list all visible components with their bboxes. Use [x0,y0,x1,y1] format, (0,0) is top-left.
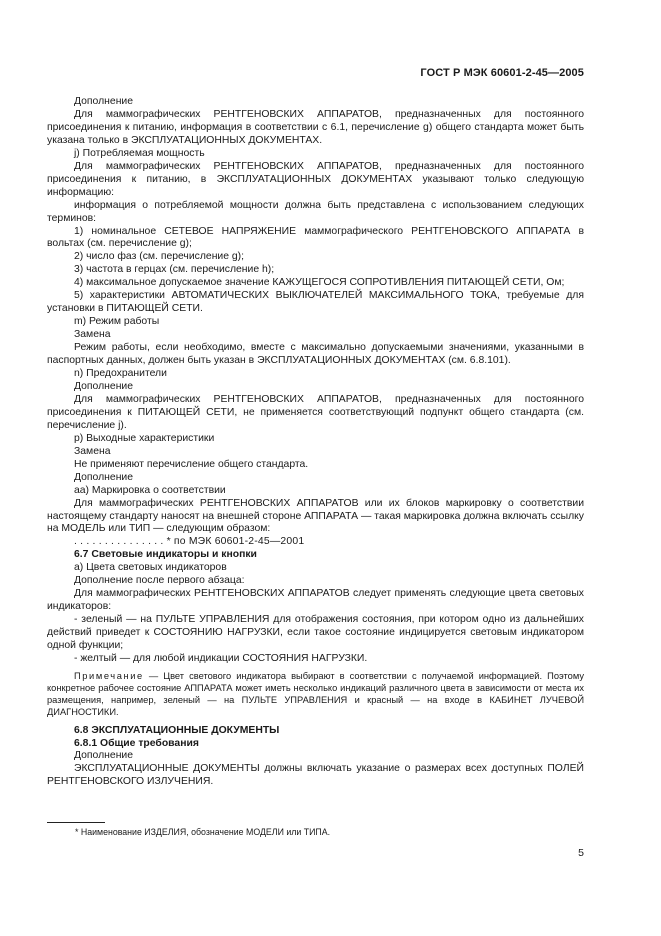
paragraph-fuses: Для маммографических РЕНТГЕНОВСКИХ АППАРАТОВ, предназначенных для постоянного присоединения к ПИТАЮЩЕЙ СЕТИ, не применяется соответствующий подпункт общего стандарта (см. перечисление j). [47,393,584,431]
page-number: 5 [578,847,584,859]
paragraph-addition-2: Дополнение [74,380,134,392]
item-m-operating-mode: m) Режим работы [74,316,160,328]
list-green: - зеленый — на ПУЛЬТЕ УПРАВЛЕНИЯ для отображения состояния, при котором одно из дальнейших действий приведет к СОСТОЯНИЮ НАГРУЗКИ, если такое состояние индицируется световым индикатором одной функции; [47,614,584,652]
paragraph-replacement-1: Замена [74,329,111,341]
list-item-1: 1) номинальное СЕТЕВОЕ НАПРЯЖЕНИЕ маммографического РЕНТГЕНОВСКОГО АППАРАТА в вольтах (см. перечисление g); [47,225,584,250]
document-body [47,96,584,789]
standard-header: ГОСТ Р МЭК 60601-2-45—2005 [420,67,584,79]
note-lead: Примечание [74,670,144,681]
footnote: * Наименование ИЗДЕЛИЯ, обозначение МОДЕЛИ или ТИПА. [75,827,331,837]
paragraph-addition-3: Дополнение [74,471,134,483]
marking-format: . . . . . . . . . . . . . . . * по МЭК 60601-2-45—2001 [74,536,305,548]
paragraph-radiation-fields: ЭКСПЛУАТАЦИОННЫЕ ДОКУМЕНТЫ должны включать указание о размерах всех доступных ПОЛЕЙ РЕНТГЕНОВСКОГО ИЗЛУЧЕНИЯ. [47,763,584,788]
note-text: — Цвет светового индикатора выбирают в соответствии с получаемой информацией. Поэтому конкретное рабочее состояние АППАРАТА может иметь несколько индикаций различного цвета в зависимости от места их размещения, например, зеленый — на ПУЛЬТЕ УПРАВЛЕНИЯ и красный — на входе в КАБИНЕТ ЛУЧЕВОЙ ДИАГНОСТИКИ. [47,670,584,717]
item-n-fuses: n) Предохранители [74,368,167,380]
paragraph-replacement-2: Замена [74,445,111,457]
paragraph-operating-mode: Режим работы, если необходимо, вместе с максимально допускаемыми значениями, указанными в паспортных данных, должен быть указан в ЭКСПЛУАТАЦИОННЫХ ДОКУМЕНТАХ (см. 6.8.101). [47,342,584,367]
paragraph-addition-4: Дополнение [74,750,134,762]
paragraph-power-connection: Для маммографических РЕНТГЕНОВСКИХ АППАРАТОВ, предназначенных для постоянного присоединения к питанию, информация в соответствии с 6.1, перечисление g) общего стандарта может быть указана только в ЭКСПЛУАТАЦИОННЫХ ДОКУМЕНТАХ. [47,108,584,146]
list-yellow: - желтый — для любой индикации СОСТОЯНИЯ НАГРУЗКИ. [74,652,368,664]
paragraph-addition-1: Дополнение [74,96,134,107]
item-a-indicator-colors: а) Цвета световых индикаторов [74,562,227,574]
heading-6-8: 6.8 ЭКСПЛУАТАЦИОННЫЕ ДОКУМЕНТЫ [74,724,280,736]
paragraph-power-info: Для маммографических РЕНТГЕНОВСКИХ АППАРАТОВ, предназначенных для постоянного присоединения к питанию, в ЭКСПЛУАТАЦИОННЫХ ДОКУМЕНТАХ указывают только следующую информацию: [47,160,584,198]
paragraph-addition-first: Дополнение после первого абзаца: [74,575,245,587]
list-item-4: 4) максимальное допускаемое значение КАЖУЩЕГОСЯ СОПРОТИВЛЕНИЯ ПИТАЮЩЕЙ СЕТИ, Ом; [74,277,565,289]
list-item-3: 3) частота в герцах (см. перечисление h); [74,264,275,276]
list-item-2: 2) число фаз (см. перечисление g); [74,251,245,263]
heading-6-8-1: 6.8.1 Общие требования [74,737,199,749]
note [47,671,584,719]
item-aa-conformity: aa) Маркировка о соответствии [74,484,226,496]
paragraph-indicator-colors: Для маммографических РЕНТГЕНОВСКИХ АППАРАТОВ следует применять следующие цвета световых индикаторов: [47,588,584,613]
paragraph-not-applied: Не применяют перечисление общего стандарта. [74,458,309,470]
paragraph-power-terms: информация о потребляемой мощности должна быть представлена с использованием следующих терминов: [47,199,584,224]
item-p-output: p) Выходные характеристики [74,432,215,444]
footnote-separator [47,822,105,823]
heading-6-7: 6.7 Световые индикаторы и кнопки [74,549,257,561]
paragraph-conformity-marking: Для маммографических РЕНТГЕНОВСКИХ АППАРАТОВ или их блоков маркировку о соответствии настоящему стандарту наносят на внешней стороне АППАРАТА — такая маркировка должна включать ссылку на МОДЕЛЬ или ТИП — следующим образом: [47,497,584,535]
list-item-5: 5) характеристики АВТОМАТИЧЕСКИХ ВЫКЛЮЧАТЕЛЕЙ МАКСИМАЛЬНОГО ТОКА, требуемые для установки в ПИТАЮЩЕЙ СЕТИ. [47,290,584,315]
item-j-power-consumption: j) Потребляемая мощность [74,147,205,159]
